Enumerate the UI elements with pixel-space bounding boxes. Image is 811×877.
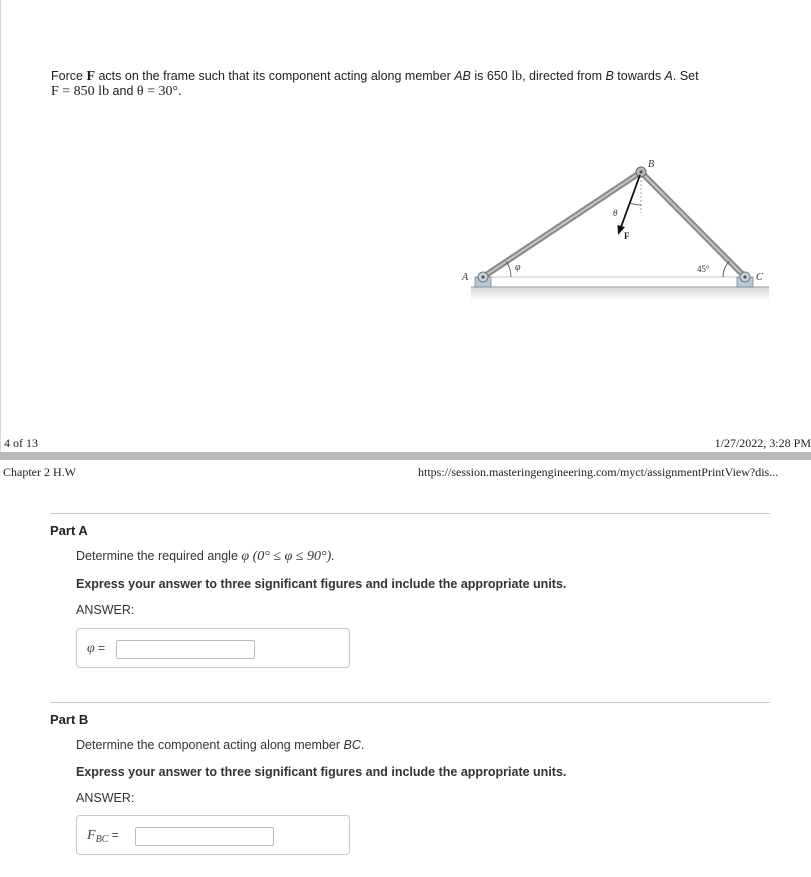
label-theta: θ (613, 208, 618, 218)
label-a: A (462, 272, 469, 283)
part-b-title: Part B (50, 712, 89, 727)
part-b-answer-box (76, 815, 350, 855)
page-url: https://session.masteringengineering.com/myct/assignmentPrintView?dis... (418, 465, 779, 479)
problem-statement: Force F acts on the frame such that its component acting along member AB is 650 lb, directed from B towards A. Set F = 850 lb and θ = 30°. (51, 69, 699, 99)
part-a-question: Determine the required angle φ (0° ≤ φ ≤ 90°). (76, 549, 335, 564)
part-a-answer-label: ANSWER: (76, 603, 135, 617)
label-c: C (756, 272, 763, 283)
chapter-title: Chapter 2 H.W (3, 465, 76, 479)
part-a-answer-box (76, 628, 350, 668)
ground (471, 287, 769, 301)
part-b-instruction: Express your answer to three significant figures and include the appropriate units. (76, 765, 567, 779)
frame-figure (453, 155, 775, 305)
label-b: B (648, 159, 655, 170)
part-b-question: Determine the component acting along member BC. (76, 738, 365, 752)
divider-part-a (50, 513, 770, 514)
label-phi: φ (515, 262, 521, 273)
force-value: F = 850 lb (51, 84, 110, 99)
phi-label: φ = (87, 641, 106, 656)
page-break (0, 452, 811, 460)
label-45: 45° (697, 264, 710, 274)
part-a-instruction: Express your answer to three significant figures and include the appropriate units. (76, 577, 567, 591)
divider-part-b (50, 702, 770, 703)
part-b-answer-label: ANSWER: (76, 791, 135, 805)
label-f: F (624, 231, 630, 241)
theta-value: θ = 30°. (136, 84, 182, 99)
part-a-title: Part A (50, 523, 88, 538)
force-symbol: F (86, 69, 95, 84)
fbc-input[interactable] (135, 827, 274, 846)
phi-input[interactable] (116, 640, 255, 659)
fbc-label: $F_{BC}$ = (87, 828, 119, 845)
print-timestamp: 1/27/2022, 3:28 PM (714, 436, 811, 450)
page-indicator: 4 of 13 (4, 436, 38, 450)
